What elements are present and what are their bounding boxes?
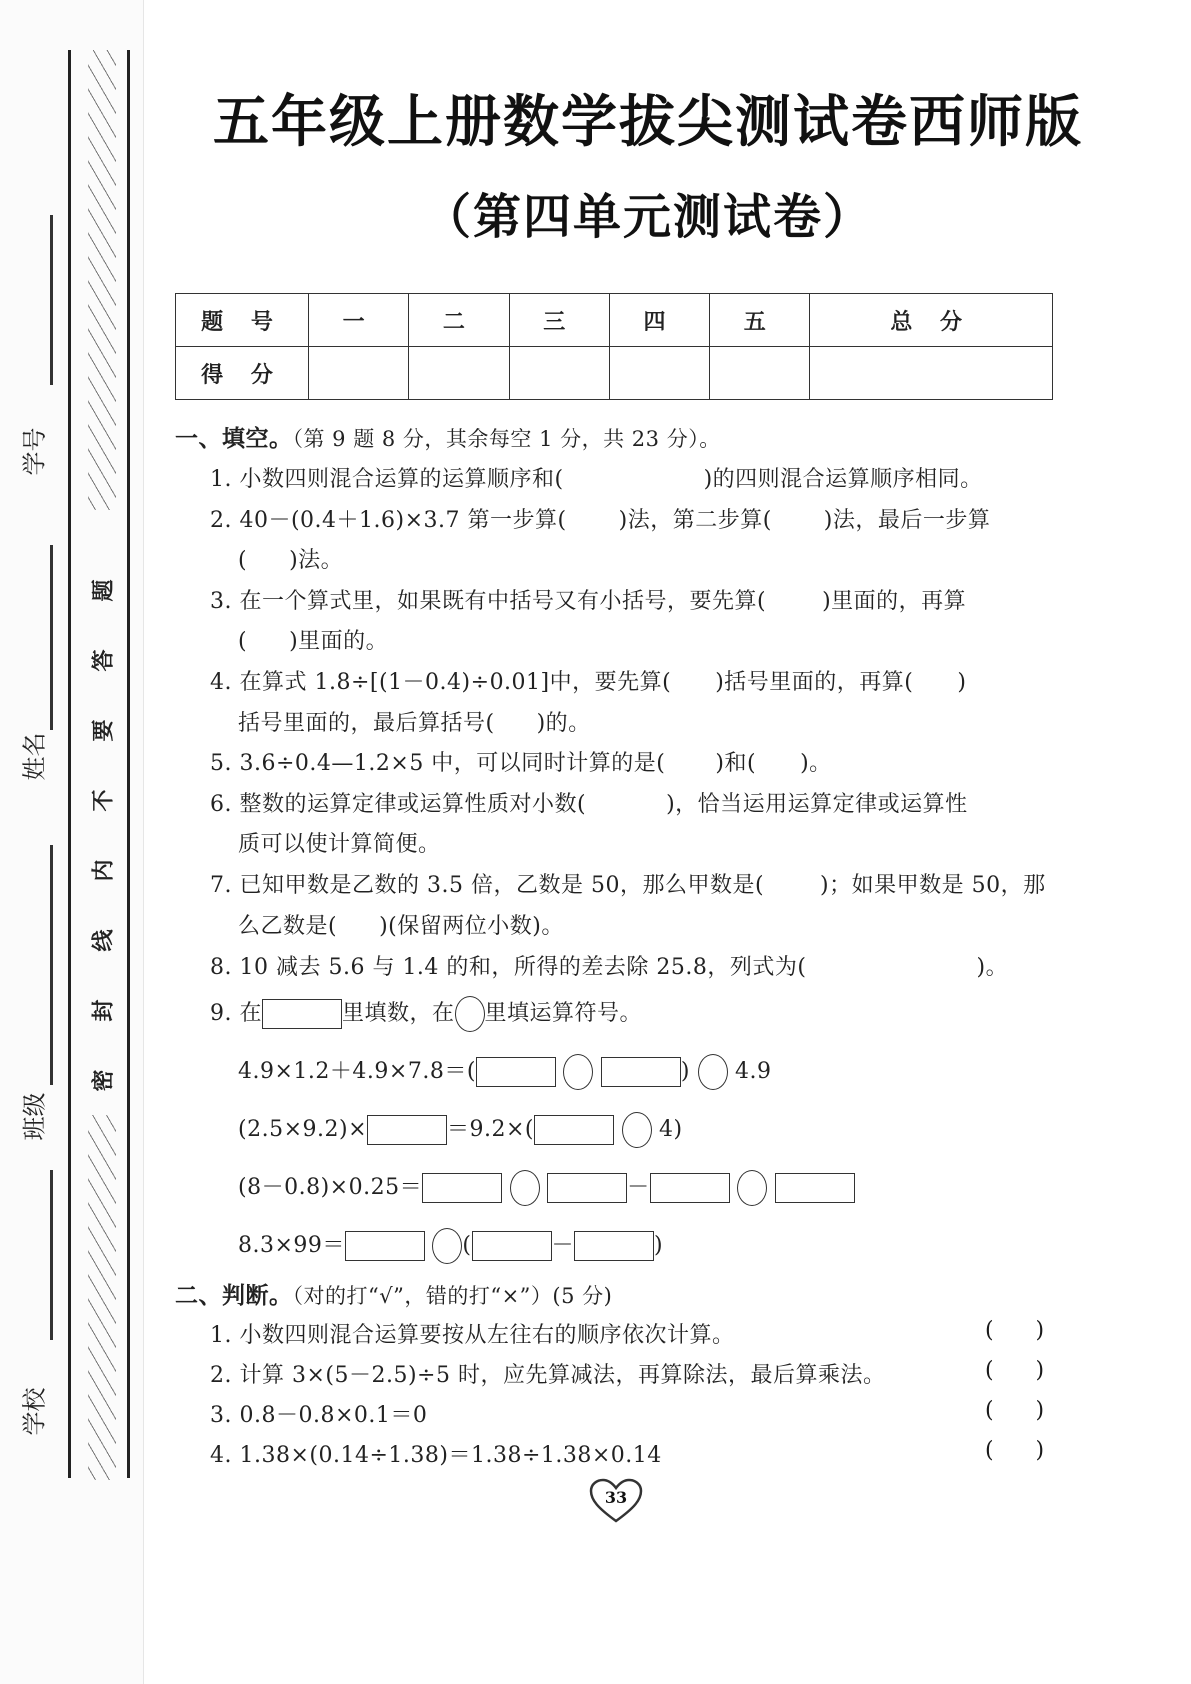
seal-char: 线 <box>91 929 117 952</box>
question-text: 括号里面的，最后算括号( <box>238 711 495 736</box>
equation-text: ＝9.2×( <box>447 1117 535 1142</box>
equation-text: － <box>551 1233 575 1258</box>
operator-circle[interactable] <box>622 1112 652 1148</box>
question-text: )。 <box>976 955 1009 980</box>
number-box[interactable] <box>472 1231 552 1261</box>
question-text: 么乙数是( <box>238 914 338 939</box>
column-header: 三 <box>509 294 609 347</box>
seal-char: 答 <box>91 649 117 672</box>
seal-char: 密 <box>91 1069 117 1092</box>
question-6-cont <box>238 827 441 858</box>
judge-answer-3[interactable]: ( ) <box>985 1398 1045 1423</box>
question-text: )的。 <box>536 711 591 736</box>
equation-text: ( <box>462 1233 472 1258</box>
score-cell[interactable] <box>609 347 709 400</box>
score-table <box>175 293 1053 400</box>
section2-heading: 二、判断。 <box>175 1283 293 1309</box>
score-cell[interactable] <box>509 347 609 400</box>
score-cell[interactable] <box>309 347 409 400</box>
question-8 <box>210 950 1008 981</box>
question-text: )里面的。 <box>289 629 389 654</box>
equation-text: ) <box>680 1059 690 1084</box>
equation-text: 4) <box>659 1117 683 1142</box>
question-text: 质可以使计算简便。 <box>238 832 441 857</box>
number-box[interactable] <box>367 1115 447 1145</box>
question-text: 1. 小数四则混合运算的运算顺序和( <box>210 467 564 492</box>
number-box[interactable] <box>547 1173 627 1203</box>
hatch-pattern-bottom <box>88 1115 116 1480</box>
question-text: )里面的，再算 <box>822 589 967 614</box>
score-table-header-row <box>176 294 1053 347</box>
question-text: 4. 在算式 1.8÷[(1－0.4)÷0.01]中，要先算( <box>210 670 672 695</box>
class-field[interactable] <box>50 845 53 1085</box>
question-text: )，恰当运用运算定律或运算性 <box>666 792 968 817</box>
score-cell[interactable] <box>409 347 509 400</box>
question-text: )法。 <box>289 548 344 573</box>
equation-text: 8.3×99＝ <box>238 1233 345 1258</box>
question-text: 里填运算符号。 <box>484 1001 643 1026</box>
column-header: 总 分 <box>810 294 1053 347</box>
hatch-pattern-top <box>88 50 116 510</box>
page-number-badge <box>588 1478 648 1528</box>
question-text: ) <box>957 670 967 695</box>
seal-char: 题 <box>91 579 117 602</box>
student-id-field[interactable] <box>50 215 53 385</box>
equation-text: 4.9×1.2＋4.9×7.8＝( <box>238 1059 476 1084</box>
operator-circle[interactable] <box>737 1170 767 1206</box>
equation-text: 4.9 <box>735 1059 772 1084</box>
column-header: 四 <box>609 294 709 347</box>
section1-note: （第 9 题 8 分，其余每空 1 分，共 23 分）。 <box>292 427 721 451</box>
judge-item-4: 4. 1.38×(0.14÷1.38)＝1.38÷1.38×0.14 <box>210 1443 662 1468</box>
number-box[interactable] <box>650 1173 730 1203</box>
question-text: )；如果甲数是 50，那 <box>820 873 1046 898</box>
question-text: )和( <box>715 751 757 776</box>
column-header: 五 <box>710 294 810 347</box>
school-field[interactable] <box>50 1170 53 1340</box>
question-text: )(保留两位小数)。 <box>379 914 564 939</box>
question-text: 6. 整数的运算定律或运算性质对小数( <box>210 792 587 817</box>
question-2 <box>210 503 990 534</box>
question-text: ( <box>238 548 248 573</box>
seal-char: 内 <box>91 859 117 882</box>
name-label: 姓名 <box>20 732 49 781</box>
operator-circle[interactable] <box>698 1054 728 1090</box>
page-title: 五年级上册数学拔尖测试卷西师版 <box>213 90 1083 155</box>
question-7-cont <box>238 909 564 940</box>
question-text: )法，第二步算( <box>618 508 772 533</box>
question-4 <box>210 665 966 696</box>
question-2-cont <box>238 543 343 574</box>
page-number: 33 <box>604 1488 628 1507</box>
number-box[interactable] <box>476 1057 556 1087</box>
question-text: ( <box>238 629 248 654</box>
question-7 <box>210 868 1046 899</box>
question-6 <box>210 787 968 818</box>
question-text: 7. 已知甲数是乙数的 3.5 倍，乙数是 50，那么甲数是( <box>210 873 765 898</box>
number-box[interactable] <box>345 1231 425 1261</box>
question-5 <box>210 746 832 777</box>
seal-char: 封 <box>91 999 117 1022</box>
operator-circle-example <box>455 996 485 1032</box>
q9-equation-4 <box>238 1228 663 1264</box>
judge-item-1: 1. 小数四则混合运算要按从左往右的顺序依次计算。 <box>210 1323 735 1348</box>
question-3-cont <box>238 624 388 655</box>
question-text: 8. 10 减去 5.6 与 1.4 的和，所得的差去除 25.8，列式为( <box>210 955 807 980</box>
question-text: 2. 40－(0.4＋1.6)×3.7 第一步算( <box>210 508 567 533</box>
question-text: 9. 在 <box>210 1001 262 1026</box>
question-text: )。 <box>800 751 832 776</box>
operator-circle[interactable] <box>563 1054 593 1090</box>
seal-char: 要 <box>91 719 117 742</box>
number-box[interactable] <box>422 1173 502 1203</box>
equation-text: (8－0.8)×0.25＝ <box>238 1175 423 1200</box>
number-box[interactable] <box>775 1173 855 1203</box>
operator-circle[interactable] <box>510 1170 540 1206</box>
q9-equation-1 <box>238 1054 772 1090</box>
equation-text: (2.5×9.2)× <box>238 1117 368 1142</box>
score-table-score-row <box>176 347 1053 400</box>
operator-circle[interactable] <box>432 1228 462 1264</box>
question-text: )的四则混合运算顺序相同。 <box>703 467 983 492</box>
column-header: 二 <box>409 294 509 347</box>
equation-text: ) <box>654 1233 664 1258</box>
question-text: )括号里面的，再算( <box>715 670 914 695</box>
q9-equation-3 <box>238 1170 855 1206</box>
number-box[interactable] <box>601 1057 681 1087</box>
page-subtitle: （第四单元测试卷） <box>422 189 873 245</box>
column-header: 一 <box>309 294 409 347</box>
binding-line-left <box>68 50 71 1478</box>
section2-header <box>175 1277 612 1310</box>
judge-answer-2[interactable]: ( ) <box>985 1358 1045 1383</box>
student-id-label: 学号 <box>20 427 49 476</box>
q9-equation-2 <box>238 1112 683 1148</box>
number-box-example <box>262 999 342 1029</box>
question-text: 3. 在一个算式里，如果既有中括号又有小括号，要先算( <box>210 589 767 614</box>
number-box[interactable] <box>574 1231 654 1261</box>
question-4-cont <box>238 706 591 737</box>
equation-text: － <box>627 1175 650 1200</box>
judge-item-2: 2. 计算 3×(5－2.5)÷5 时，应先算减法，再算除法，最后算乘法。 <box>210 1363 886 1388</box>
section2-note: （对的打“√”，错的打“×”）(5 分) <box>292 1284 613 1308</box>
binding-line-right <box>127 50 130 1478</box>
judge-item-3: 3. 0.8－0.8×0.1＝0 <box>210 1403 428 1428</box>
question-1 <box>210 462 983 493</box>
judge-answer-1[interactable]: ( ) <box>985 1318 1045 1343</box>
row-header: 题 号 <box>176 294 309 347</box>
question-text: 5. 3.6÷0.4—1.2×5 中，可以同时计算的是( <box>210 751 666 776</box>
section1-heading: 一、填空。 <box>175 426 293 452</box>
row-header: 得 分 <box>176 347 309 400</box>
seal-char: 不 <box>91 789 117 812</box>
section1-header <box>175 420 721 453</box>
question-text: )法，最后一步算 <box>823 508 991 533</box>
judge-answer-4[interactable]: ( ) <box>985 1438 1045 1463</box>
class-label: 班级 <box>20 1092 49 1141</box>
name-field[interactable] <box>50 545 53 730</box>
question-3 <box>210 584 966 615</box>
school-label: 学校 <box>20 1387 49 1436</box>
question-text: 里填数，在 <box>341 1001 455 1026</box>
number-box[interactable] <box>534 1115 614 1145</box>
question-9 <box>210 996 642 1032</box>
score-cell[interactable] <box>710 347 810 400</box>
score-cell[interactable] <box>810 347 1053 400</box>
